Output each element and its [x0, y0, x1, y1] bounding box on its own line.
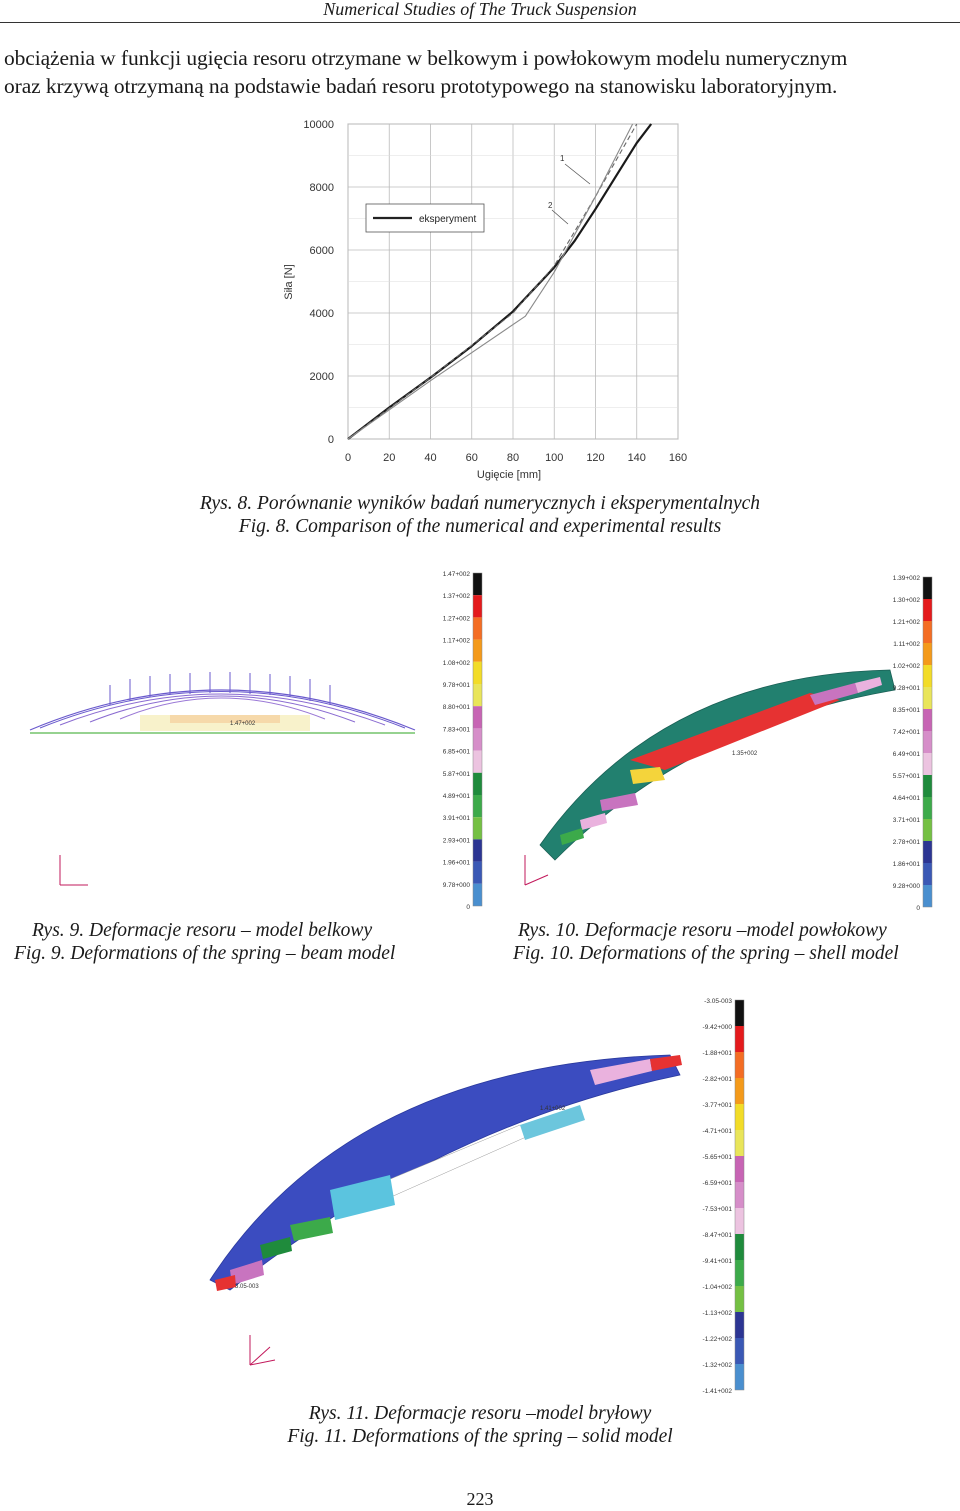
legend-swatch [923, 643, 932, 665]
legend-label: 4.89+001 [442, 793, 470, 800]
load-deflection-chart [280, 116, 688, 486]
figure10-caption-en: Fig. 10. Deformations of the spring – shell model [513, 943, 899, 964]
legend-swatch [735, 1182, 744, 1208]
shell-model-spring [540, 670, 895, 860]
legend-label: 9.78+000 [442, 881, 470, 889]
x-tick-label: 160 [668, 452, 688, 464]
legend-label: 1.21+002 [892, 619, 920, 626]
legend-label: 5.87+001 [442, 770, 470, 778]
legend-label: 2.93+001 [442, 837, 470, 845]
legend-label: -8.47+001 [702, 1232, 732, 1239]
beam-color-legend [443, 571, 482, 911]
legend-swatch [923, 863, 932, 885]
legend-swatch [923, 731, 932, 753]
legend-swatch [735, 1104, 744, 1130]
legend-swatch [923, 577, 932, 599]
legend-label: 7.83+001 [442, 726, 470, 734]
shell-model-max-label: 1.35+002 [732, 751, 758, 757]
y-tick-label: 8000 [309, 182, 334, 194]
legend-label: 1.11+002 [893, 641, 920, 648]
legend-label: -1.41+002 [702, 1388, 732, 1395]
legend-swatch [923, 621, 932, 643]
legend-swatch [473, 839, 482, 861]
legend-swatch [473, 862, 482, 884]
annotation-2: 2 [548, 201, 553, 210]
figure11-caption-pl: Rys. 11. Deformacje resoru –model bryłowy [308, 1403, 652, 1424]
solid-model-max-label: 1.41+002 [540, 1106, 566, 1112]
legend-swatch [923, 599, 932, 621]
legend-label: -6.59+001 [702, 1180, 732, 1187]
legend-swatch [473, 662, 482, 684]
beam-axes-triad [60, 855, 88, 885]
legend-swatch [473, 773, 482, 795]
legend-label: 1.27+002 [442, 615, 470, 623]
x-tick-label: 40 [424, 452, 437, 464]
annotation-1: 1 [560, 154, 565, 163]
x-axis-label: Ugięcie [mm] [476, 469, 542, 481]
legend-swatch [473, 728, 482, 750]
legend-label: -7.53+001 [702, 1206, 732, 1213]
x-tick-label: 20 [383, 452, 396, 464]
legend-label: 1.39+002 [892, 575, 920, 582]
legend-label: -3.05-003 [704, 998, 732, 1005]
legend-swatch [923, 665, 932, 687]
legend-swatch [735, 1260, 744, 1286]
shell-axes-triad [525, 855, 548, 885]
legend-label: -1.32+002 [702, 1362, 732, 1369]
figure9-caption-pl: Rys. 9. Deformacje resoru – model belkowy [32, 920, 373, 941]
legend-swatch [923, 775, 932, 797]
x-tick-label: 100 [545, 452, 564, 464]
legend-swatch [473, 684, 482, 706]
legend-label: -2.82+001 [702, 1076, 732, 1083]
legend-label: 8.80+001 [442, 704, 470, 712]
legend-swatch [923, 885, 932, 907]
legend-label: 8.35+001 [892, 707, 920, 714]
figure8-caption-pl: Rys. 8. Porównanie wyników badań numerycznych i eksperymentalnych [199, 493, 761, 514]
legend-swatch [735, 1130, 744, 1156]
legend-swatch [735, 1312, 744, 1338]
legend-swatch [473, 573, 482, 595]
legend-label: -3.77+001 [702, 1102, 732, 1109]
legend-swatch [923, 841, 932, 863]
legend-swatch [735, 1286, 744, 1312]
legend-swatch [473, 617, 482, 639]
legend-label: -5.65+001 [702, 1154, 732, 1161]
solid-model-spring [210, 1055, 682, 1291]
legend-swatch [735, 1000, 744, 1026]
legend-swatch [735, 1338, 744, 1364]
legend-swatch [735, 1156, 744, 1182]
legend-label: 3.71+001 [892, 817, 920, 824]
legend-label: 6.85+001 [442, 748, 470, 756]
y-tick-label: 4000 [309, 308, 334, 320]
y-tick-label: 6000 [309, 245, 334, 257]
x-tick-label: 140 [627, 452, 646, 464]
legend-swatch [923, 797, 932, 819]
intro-line: obciążenia w funkcji ugięcia resoru otrzymane w belkowym i powłokowym modelu numerycznym [4, 46, 848, 70]
running-header [0, 0, 960, 23]
y-tick-label: 10000 [303, 119, 334, 131]
legend-label: 9.28+001 [892, 685, 920, 692]
legend-swatch [473, 706, 482, 728]
legend-swatch [923, 709, 932, 731]
legend-label: 2.78+001 [892, 839, 920, 846]
legend-swatch [473, 884, 482, 906]
beam-model-max-label: 1.47+002 [230, 721, 256, 727]
legend-label: 1.96+001 [442, 859, 470, 867]
beam-model-spring [30, 672, 415, 733]
figure11-caption-en: Fig. 11. Deformations of the spring – solid model [287, 1426, 673, 1447]
figure10-caption-pl: Rys. 10. Deformacje resoru –model powłokowy [518, 920, 887, 941]
legend-label: -1.13+002 [702, 1310, 732, 1317]
legend-swatch [473, 640, 482, 662]
legend-label: 1.37+002 [442, 593, 470, 601]
y-axis-label: Siła [N] [283, 264, 295, 300]
legend-label: 0 [916, 905, 920, 912]
beam-model-figure [20, 555, 490, 915]
legend-label: 0 [466, 904, 470, 911]
legend-swatch [735, 1364, 744, 1390]
x-tick-label: 60 [465, 452, 478, 464]
legend-swatch [923, 753, 932, 775]
legend-label: eksperyment [419, 214, 477, 225]
legend-swatch [473, 795, 482, 817]
legend-label: 1.17+002 [442, 637, 470, 645]
solid-axes-triad [250, 1335, 275, 1365]
legend-swatch [473, 595, 482, 617]
legend-swatch [735, 1208, 744, 1234]
legend-label: 3.91+001 [442, 815, 470, 823]
legend-label: 9.28+000 [892, 883, 920, 890]
legend-label: 7.42+001 [892, 729, 920, 736]
legend [366, 204, 484, 232]
legend-label: -9.41+001 [702, 1258, 732, 1265]
legend-label: -1.22+002 [702, 1336, 732, 1343]
figure8-caption-en: Fig. 8. Comparison of the numerical and experimental results [238, 516, 722, 537]
legend-swatch [735, 1234, 744, 1260]
page-number: 223 [466, 1489, 494, 1509]
legend-swatch [735, 1078, 744, 1104]
intro-line: oraz krzywą otrzymaną na podstawie badań resoru prototypowego na stanowisku laboratoryjnym. [4, 74, 838, 98]
legend-label: -1.88+001 [702, 1050, 732, 1057]
legend-label: -4.71+001 [702, 1128, 732, 1135]
solid-model-figure [190, 975, 770, 1400]
legend-label: 1.86+001 [892, 861, 920, 868]
legend-swatch [923, 687, 932, 709]
legend-label: 6.49+001 [892, 751, 920, 758]
shell-color-legend [893, 575, 932, 912]
figure9-caption-en: Fig. 9. Deformations of the spring – beam model [14, 943, 396, 964]
legend-swatch [735, 1026, 744, 1052]
legend-swatch [473, 751, 482, 773]
legend-label: 9.78+001 [442, 682, 470, 689]
legend-label: 1.08+002 [442, 659, 470, 667]
legend-label: -9.42+000 [702, 1024, 732, 1031]
solid-color-legend [703, 998, 744, 1395]
legend-swatch [473, 817, 482, 839]
x-tick-label: 0 [344, 452, 352, 464]
legend-label: 1.30+002 [892, 597, 920, 604]
legend-label: 1.47+002 [442, 571, 470, 578]
intro-paragraph [4, 44, 960, 100]
shell-model-figure [510, 555, 950, 915]
x-tick-label: 80 [506, 452, 520, 464]
solid-model-min-label: 3.05-003 [235, 1284, 259, 1290]
legend-swatch [735, 1052, 744, 1078]
y-tick-label: 2000 [309, 371, 334, 383]
x-tick-label: 120 [586, 452, 605, 464]
legend-label: 4.64+001 [892, 795, 920, 802]
legend-label: 5.57+001 [892, 773, 920, 780]
legend-label: 1.02+002 [892, 663, 920, 670]
y-tick-label: 0 [327, 434, 334, 446]
legend-label: -1.04+002 [702, 1284, 732, 1291]
header-title: Numerical Studies of The Truck Suspension [323, 0, 637, 19]
legend-swatch [923, 819, 932, 841]
